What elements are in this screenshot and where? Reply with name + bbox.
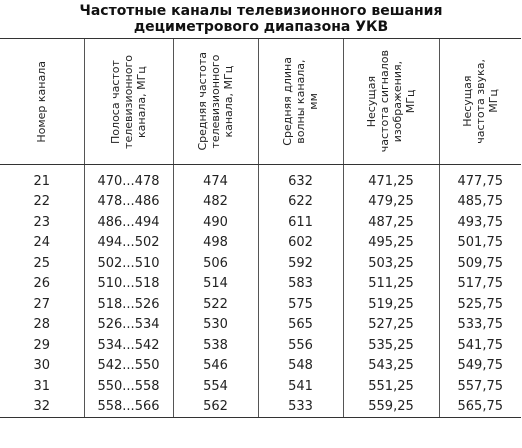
header-channel-number bbox=[0, 39, 84, 165]
cell-channel-number: 29 bbox=[33, 337, 51, 353]
cell-mean-wavelength: 575 bbox=[258, 294, 343, 315]
table-row bbox=[0, 294, 521, 315]
cell-video-carrier: 551,25 bbox=[343, 376, 439, 397]
cell-audio-carrier: 493,75 bbox=[439, 212, 521, 233]
table-title-line-1: Частотные каналы телевизионного вешания bbox=[79, 3, 443, 19]
cell-mean-frequency: 514 bbox=[173, 274, 258, 295]
cell-mean-frequency: 554 bbox=[173, 376, 258, 397]
cell-mean-wavelength: 541 bbox=[258, 376, 343, 397]
cell-mean-frequency: 474 bbox=[173, 165, 258, 192]
cell-audio-carrier: 501,75 bbox=[439, 233, 521, 254]
header-mean-frequency bbox=[173, 39, 258, 165]
table-row bbox=[0, 192, 521, 213]
cell-video-carrier: 471,25 bbox=[343, 165, 439, 192]
cell-mean-wavelength: 583 bbox=[258, 274, 343, 295]
cell-mean-wavelength: 556 bbox=[258, 335, 343, 356]
table-row bbox=[0, 376, 521, 397]
cell-frequency-band: 558...566 bbox=[84, 397, 173, 418]
cell-video-carrier: 503,25 bbox=[343, 253, 439, 274]
cell-video-carrier: 559,25 bbox=[343, 397, 439, 418]
cell-mean-frequency: 562 bbox=[173, 397, 258, 418]
cell-frequency-band: 478...486 bbox=[84, 192, 173, 213]
cell-frequency-band: 494...502 bbox=[84, 233, 173, 254]
header-mean-wavelength-label: Средняя длина волны канала, мм bbox=[281, 57, 320, 146]
cell-mean-wavelength: 602 bbox=[258, 233, 343, 254]
cell-mean-wavelength: 632 bbox=[258, 165, 343, 192]
cell-frequency-band: 534...542 bbox=[84, 335, 173, 356]
cell-channel-number: 31 bbox=[33, 378, 51, 394]
header-frequency-band-label: Полоса частот телевизионного канала, МГц bbox=[109, 54, 148, 149]
cell-mean-frequency: 546 bbox=[173, 356, 258, 377]
cell-video-carrier: 519,25 bbox=[343, 294, 439, 315]
cell-video-carrier: 479,25 bbox=[343, 192, 439, 213]
cell-mean-wavelength: 611 bbox=[258, 212, 343, 233]
header-mean-wavelength bbox=[258, 39, 343, 165]
cell-channel-number: 23 bbox=[33, 214, 51, 230]
cell-mean-wavelength: 533 bbox=[258, 397, 343, 418]
cell-frequency-band: 550...558 bbox=[84, 376, 173, 397]
cell-mean-frequency: 538 bbox=[173, 335, 258, 356]
cell-audio-carrier: 533,75 bbox=[439, 315, 521, 336]
cell-channel-number: 24 bbox=[33, 235, 51, 251]
cell-mean-frequency: 498 bbox=[173, 233, 258, 254]
table-header-row bbox=[0, 39, 521, 165]
cell-audio-carrier: 525,75 bbox=[439, 294, 521, 315]
cell-channel-number: 21 bbox=[33, 173, 51, 189]
cell-frequency-band: 470...478 bbox=[84, 165, 173, 192]
table-row bbox=[0, 253, 521, 274]
cell-audio-carrier: 541,75 bbox=[439, 335, 521, 356]
cell-channel-number: 27 bbox=[33, 296, 51, 312]
header-video-carrier-label: Несущая частота сигналов изображения, МГц bbox=[365, 50, 417, 153]
cell-channel-number: 22 bbox=[33, 194, 51, 210]
cell-mean-wavelength: 592 bbox=[258, 253, 343, 274]
cell-audio-carrier: 557,75 bbox=[439, 376, 521, 397]
cell-frequency-band: 486...494 bbox=[84, 212, 173, 233]
cell-mean-wavelength: 548 bbox=[258, 356, 343, 377]
header-frequency-band bbox=[84, 39, 173, 165]
table-row bbox=[0, 335, 521, 356]
cell-frequency-band: 542...550 bbox=[84, 356, 173, 377]
cell-frequency-band: 502...510 bbox=[84, 253, 173, 274]
table-row bbox=[0, 233, 521, 254]
cell-audio-carrier: 477,75 bbox=[439, 165, 521, 192]
cell-video-carrier: 495,25 bbox=[343, 233, 439, 254]
cell-mean-wavelength: 622 bbox=[258, 192, 343, 213]
cell-video-carrier: 543,25 bbox=[343, 356, 439, 377]
table-row bbox=[0, 315, 521, 336]
table-row bbox=[0, 212, 521, 233]
cell-mean-frequency: 530 bbox=[173, 315, 258, 336]
cell-channel-number: 28 bbox=[33, 317, 51, 333]
cell-frequency-band: 510...518 bbox=[84, 274, 173, 295]
cell-frequency-band: 526...534 bbox=[84, 315, 173, 336]
header-channel-number-label: Номер канала bbox=[35, 60, 49, 143]
header-audio-carrier bbox=[439, 39, 521, 165]
cell-mean-wavelength: 565 bbox=[258, 315, 343, 336]
cell-audio-carrier: 517,75 bbox=[439, 274, 521, 295]
cell-audio-carrier: 565,75 bbox=[439, 397, 521, 418]
table-row bbox=[0, 356, 521, 377]
cell-audio-carrier: 549,75 bbox=[439, 356, 521, 377]
cell-channel-number: 30 bbox=[33, 358, 51, 374]
table-row bbox=[0, 397, 521, 418]
table-row bbox=[0, 165, 521, 192]
cell-channel-number: 26 bbox=[33, 276, 51, 292]
cell-mean-frequency: 490 bbox=[173, 212, 258, 233]
cell-mean-frequency: 506 bbox=[173, 253, 258, 274]
cell-video-carrier: 527,25 bbox=[343, 315, 439, 336]
header-audio-carrier-label: Несущая частота звука, МГц bbox=[460, 59, 500, 144]
cell-audio-carrier: 509,75 bbox=[439, 253, 521, 274]
cell-audio-carrier: 485,75 bbox=[439, 192, 521, 213]
cell-video-carrier: 535,25 bbox=[343, 335, 439, 356]
cell-channel-number: 32 bbox=[0, 397, 84, 418]
cell-video-carrier: 511,25 bbox=[343, 274, 439, 295]
cell-mean-frequency: 522 bbox=[173, 294, 258, 315]
header-video-carrier bbox=[343, 39, 439, 165]
table-row bbox=[0, 274, 521, 295]
cell-channel-number: 25 bbox=[33, 255, 51, 271]
cell-mean-frequency: 482 bbox=[173, 192, 258, 213]
header-mean-frequency-label: Средняя частота телевизионного канала, МГц bbox=[196, 52, 235, 151]
channel-frequency-table bbox=[0, 38, 521, 418]
cell-frequency-band: 518...526 bbox=[84, 294, 173, 315]
cell-video-carrier: 487,25 bbox=[343, 212, 439, 233]
table-title-line-2: дециметрового диапазона УКВ bbox=[133, 19, 389, 35]
